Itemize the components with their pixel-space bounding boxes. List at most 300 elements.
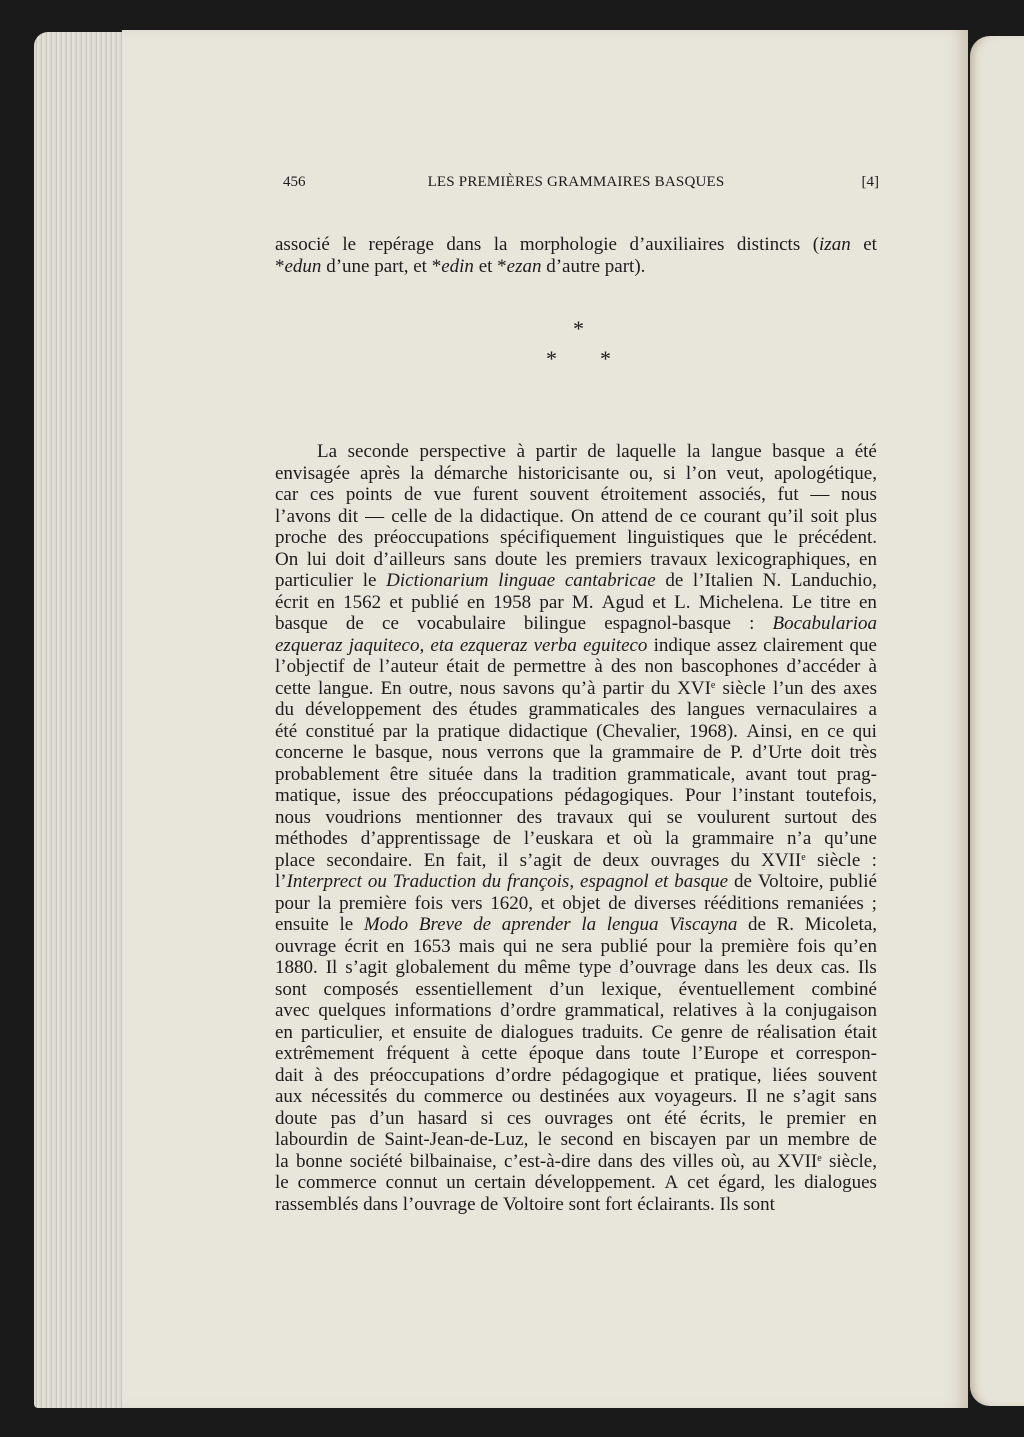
word: A (664, 1172, 679, 1193)
word: de (665, 570, 684, 591)
word: particulier (275, 570, 354, 591)
word: Agud (601, 591, 644, 613)
word: grammatical, (564, 1000, 665, 1021)
word: d’une (326, 255, 370, 277)
text-line (275, 828, 877, 850)
word: premier (786, 1107, 846, 1129)
word: relatives (672, 1000, 738, 1021)
word: remaniées (786, 892, 864, 914)
word: de (474, 1021, 493, 1043)
word: villes (672, 1150, 714, 1172)
word: voyageurs. (654, 1086, 738, 1107)
word: première (721, 935, 789, 957)
text-line (275, 656, 877, 678)
word: de (573, 849, 592, 871)
word: éventuellement (678, 978, 795, 1000)
facing-page-edge (970, 36, 1024, 1406)
word: associé (275, 234, 330, 255)
word: de (357, 1129, 376, 1150)
word: ouvrages (544, 1107, 614, 1129)
word: cet (687, 1172, 710, 1193)
word: voulurent (697, 806, 770, 828)
page-number: 456 (283, 174, 306, 190)
word: des (610, 656, 637, 677)
word: a (835, 441, 845, 462)
text-line (275, 936, 877, 958)
word: et (540, 892, 555, 914)
body-paragraph (275, 441, 877, 1215)
word: des (516, 806, 543, 828)
word: éclairants. (637, 1193, 715, 1215)
word: ou, (629, 462, 654, 484)
word: la (459, 505, 473, 527)
word: des (810, 677, 837, 699)
word: et (770, 1043, 784, 1064)
word: cantabricae (564, 570, 656, 591)
text-line (275, 850, 877, 872)
word: publié (829, 871, 877, 892)
word: d’auxiliaires (629, 234, 725, 255)
word: bilingue (523, 613, 587, 634)
word: spécifiquement (500, 527, 617, 548)
word: outre, (408, 677, 453, 699)
word: conjugaison (785, 1000, 877, 1021)
word: P. (730, 742, 744, 763)
word: la (665, 828, 679, 849)
separator-asterisk-left: * (546, 346, 557, 371)
text-line (275, 1000, 877, 1022)
word: axes (843, 677, 877, 699)
word: objet (562, 892, 601, 914)
word: la (581, 914, 597, 935)
word: ce (679, 505, 697, 527)
word: ne (766, 1086, 785, 1107)
word: nous (275, 806, 311, 828)
word: s’agit (519, 849, 562, 871)
word: première (339, 892, 407, 914)
word: si (663, 462, 676, 484)
text-line (275, 699, 877, 721)
word: (izan (812, 234, 851, 255)
text-line (275, 234, 877, 256)
running-header (275, 174, 877, 198)
word: second (560, 1129, 614, 1150)
word: la (410, 462, 424, 484)
word: grammaire (691, 828, 775, 849)
word: l’ouvrage (402, 1193, 476, 1215)
word: bonne (295, 1150, 343, 1172)
word: en (622, 1129, 641, 1150)
word: l’on (685, 462, 717, 484)
word: qu’à (561, 677, 596, 699)
word: linguistiques (627, 527, 725, 548)
word: envisagée (275, 462, 350, 484)
word: en (386, 935, 405, 957)
word: quelques (318, 1000, 386, 1021)
word: les (774, 1172, 796, 1193)
word: par (382, 720, 408, 742)
text-line (275, 678, 877, 700)
word: Landuchio, (790, 570, 877, 591)
word: *edin (431, 255, 474, 277)
word: didactique (508, 720, 588, 742)
text-line (275, 1172, 877, 1194)
word: ; (871, 892, 877, 914)
word: à (461, 1043, 470, 1064)
word: Le (791, 591, 812, 613)
word: Dictionarium (386, 570, 489, 591)
word: 1968). (688, 720, 738, 742)
word: en (859, 548, 877, 570)
word: de (859, 1129, 877, 1150)
word: basque (772, 441, 826, 462)
word: d’ordre (495, 1064, 552, 1086)
word: *edun (275, 255, 322, 277)
word: publié (411, 591, 459, 613)
word: où (633, 828, 653, 849)
word: en (316, 591, 335, 613)
word: sont (275, 978, 307, 1000)
word: fort (605, 1193, 633, 1215)
word: le (352, 742, 367, 763)
word: Il (325, 957, 338, 978)
word: fois (414, 892, 443, 914)
word: dialogues (500, 1021, 574, 1043)
word: doute (275, 1107, 318, 1129)
word: 1653 (412, 935, 451, 957)
word: un (446, 1172, 466, 1193)
word: l’Interprect (275, 871, 362, 892)
word: été (275, 720, 298, 742)
word: sans (844, 1086, 877, 1107)
word: nous (441, 742, 478, 763)
word: se (666, 806, 683, 828)
word: du (650, 677, 670, 699)
word: part). (604, 255, 646, 277)
word: premiers (575, 548, 642, 570)
word: que (552, 742, 581, 763)
word: souvent (817, 1064, 877, 1086)
word: d’Urte (752, 742, 802, 763)
word: basque, (375, 742, 433, 763)
word: espagnol-basque (604, 613, 731, 634)
text-line (275, 635, 877, 657)
word: été (664, 1107, 687, 1129)
text-line (275, 914, 877, 936)
word: Pour (684, 785, 721, 806)
word: indique (653, 634, 711, 656)
word: que (735, 527, 763, 548)
word: les (746, 957, 769, 978)
text-line (275, 613, 877, 635)
word: en (467, 591, 485, 613)
text-line (275, 592, 877, 614)
word: composés (323, 978, 399, 1000)
word: des (650, 699, 676, 720)
word: dans (363, 1193, 398, 1215)
word: bascophones (681, 656, 779, 677)
word: l’avons (275, 505, 331, 527)
word: secondaire. (326, 849, 413, 871)
word: attend (601, 505, 648, 527)
word: écrit (275, 591, 309, 613)
word: après (359, 462, 401, 484)
word: Ce (651, 1021, 673, 1043)
word: et (413, 255, 427, 277)
word: basque (275, 613, 328, 634)
word: la (762, 1000, 777, 1021)
word: permettre (513, 656, 587, 677)
word: être (389, 763, 419, 785)
word: lexicographiques, (715, 548, 851, 570)
word: mais (458, 935, 495, 957)
word: et (478, 255, 493, 277)
word: plus (845, 505, 877, 527)
word: n’a (787, 828, 812, 849)
word: genre (680, 1021, 723, 1043)
word: à (594, 656, 603, 677)
word: était (446, 656, 479, 677)
word: Michelena. (698, 591, 784, 613)
word: dans (595, 1043, 631, 1064)
word: au (751, 1150, 770, 1172)
word: On (275, 548, 299, 570)
separator-asterisk-right: * (600, 346, 611, 371)
word: pédagogique (562, 1064, 660, 1086)
word: des (401, 785, 427, 806)
word: à (516, 441, 526, 462)
word: l’euskara (523, 828, 594, 849)
word: a (868, 699, 877, 720)
word: furent (472, 484, 519, 505)
word: Ils (719, 1193, 739, 1215)
word: proche (275, 527, 327, 548)
word: Ils (857, 957, 877, 978)
word: morphologie (519, 234, 617, 255)
text-line (275, 1151, 877, 1173)
word: partir (602, 677, 644, 699)
word: de (487, 656, 506, 677)
word: laquelle (615, 441, 677, 462)
word: souvent (529, 484, 589, 505)
word: de (480, 1193, 499, 1215)
word: et (654, 871, 669, 892)
word: globalement (395, 957, 490, 978)
word: On (570, 505, 595, 527)
word: ne (535, 935, 554, 957)
word: verrons (486, 742, 544, 763)
word: le (275, 1172, 289, 1193)
word: époque (528, 1043, 584, 1064)
word: sont (568, 1193, 601, 1215)
word: fait, (456, 849, 487, 871)
word: 1958 (493, 591, 532, 613)
word: la (699, 935, 713, 957)
word: deux (602, 849, 640, 871)
word: essentiellement (415, 978, 533, 1000)
word: En (380, 677, 402, 699)
text-line (275, 484, 877, 506)
word: et (669, 1064, 684, 1086)
text-line (275, 721, 877, 743)
word: — (810, 484, 830, 505)
text-line (275, 871, 877, 893)
word: françois, (507, 871, 575, 892)
word: hasard (417, 1107, 468, 1129)
text-line (275, 463, 877, 485)
word: repérage (368, 234, 434, 255)
word: dans (446, 234, 482, 255)
word: Modo (363, 914, 409, 935)
word: pédagogiques. (564, 785, 674, 806)
word: lengua (606, 914, 659, 935)
word: concerne (275, 742, 344, 763)
word: membre (787, 1129, 850, 1150)
word: cette (481, 1043, 518, 1064)
word: ouvrage (275, 935, 337, 957)
word: même (524, 957, 571, 978)
text-line (275, 1108, 877, 1130)
word: points (345, 484, 393, 505)
word: destinées (539, 1086, 610, 1107)
word: dit (338, 505, 359, 527)
word: veut, (726, 462, 765, 484)
word: nécessités (311, 1086, 388, 1107)
word: du (275, 699, 294, 720)
word: fréquent (385, 1043, 450, 1064)
word: XVIe (677, 677, 716, 699)
word: l’un (772, 677, 804, 699)
text-line (275, 1065, 877, 1087)
word: Viscayna (669, 914, 738, 935)
word: la (275, 1150, 289, 1172)
word: tout (797, 763, 827, 785)
word: grammaticale, (627, 763, 736, 785)
word: celle (391, 505, 428, 527)
word: par (539, 591, 564, 613)
word: perspective (419, 441, 506, 462)
word: d’ordre (500, 1000, 557, 1021)
word: basque (674, 871, 729, 892)
word: de (345, 613, 364, 634)
text-line (275, 1086, 877, 1108)
word: : (749, 613, 755, 634)
word: il (497, 849, 509, 871)
word: des (639, 1150, 666, 1172)
word: aux (275, 1086, 303, 1107)
word: la (528, 763, 543, 785)
word: études (468, 699, 518, 720)
word: s’agit (793, 1086, 836, 1107)
word: qui (502, 935, 528, 957)
word: la (686, 441, 701, 462)
word: d’autre (546, 255, 601, 277)
word: toutefois, (805, 785, 877, 806)
word: qu’une (824, 828, 877, 849)
text-line (275, 256, 877, 278)
text-line (275, 979, 877, 1001)
word: connut (385, 1172, 438, 1193)
word: des (337, 527, 364, 548)
word: doit (810, 742, 841, 763)
word: labourdin (275, 1129, 348, 1150)
word: à (314, 1064, 323, 1086)
word: assez (716, 634, 757, 656)
word: ou (511, 1086, 531, 1107)
word: où, (720, 1150, 745, 1172)
word: publié (600, 935, 648, 957)
word: dialogues (804, 1172, 877, 1193)
word: l’instant (732, 785, 795, 806)
word: dans (483, 763, 519, 785)
word: Micoleta, (804, 914, 877, 935)
word: de (703, 742, 722, 763)
word: titre (820, 591, 851, 613)
word: traduits. (581, 1021, 644, 1043)
word: ensuite (412, 1021, 467, 1043)
word: travaux (650, 548, 708, 570)
word: 1562 (343, 591, 382, 613)
word: de (403, 484, 422, 505)
word: à (868, 656, 877, 677)
word: nous (841, 484, 877, 505)
word: diverses (633, 892, 697, 914)
word: du (396, 1086, 416, 1107)
word: réalisation (756, 1021, 837, 1043)
word: avant (745, 763, 787, 785)
section-number: [4] (861, 174, 879, 190)
word: préoccupations (369, 1064, 485, 1086)
word: deux (776, 957, 813, 978)
text-line (275, 1194, 877, 1216)
word: vernaculaires (756, 699, 858, 720)
word: Bocabularioa (772, 613, 877, 634)
text-line (275, 957, 877, 979)
word: rassemblés (275, 1193, 359, 1215)
word: commerce (297, 1172, 377, 1193)
word: qui (852, 720, 877, 742)
word: le (362, 570, 377, 591)
word: de (654, 505, 673, 527)
word: du (730, 849, 750, 871)
word: Il (745, 1086, 758, 1107)
separator-asterisk-top: * (573, 316, 584, 341)
word: aprender (501, 914, 571, 935)
text-line (275, 549, 877, 571)
word: si (480, 1107, 494, 1129)
word: informations (394, 1000, 492, 1021)
word: égard, (718, 1172, 766, 1193)
word: travaux (556, 806, 614, 828)
word: mentionner (415, 806, 503, 828)
word: le (759, 1107, 773, 1129)
word: Breve (418, 914, 463, 935)
word: développement (305, 699, 422, 720)
word: de (733, 871, 752, 892)
word: et (606, 828, 621, 849)
word: M. (571, 591, 594, 613)
word: *ezan (497, 255, 542, 277)
word: la (317, 892, 332, 914)
word: espagnol (580, 871, 649, 892)
word: siècle (722, 677, 766, 699)
word: soit (810, 505, 839, 527)
word: fois (796, 935, 826, 957)
word: En (423, 849, 445, 871)
text-line (275, 570, 877, 592)
word: savons (502, 677, 555, 699)
word: 1620, (490, 892, 534, 914)
